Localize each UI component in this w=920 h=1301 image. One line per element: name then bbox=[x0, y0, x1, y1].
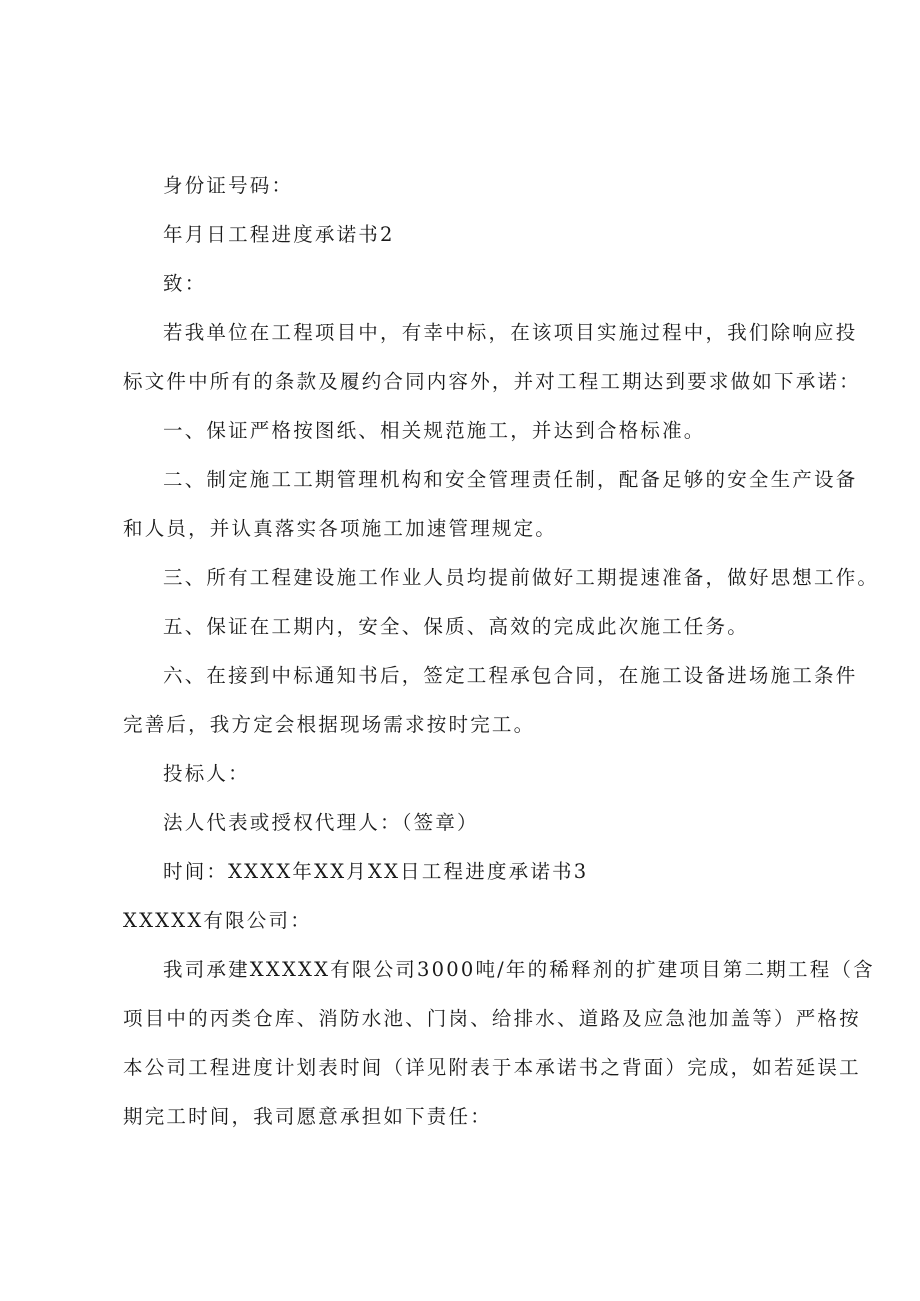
project-paragraph-line-2: 项目中的丙类仓库、消防水池、门岗、给排水、道路及应急池加盖等）严格按 bbox=[123, 1007, 861, 1030]
id-number-label: 身份证号码： bbox=[163, 174, 294, 197]
company-addressee: XXXXX有限公司： bbox=[123, 909, 312, 932]
salutation: 致： bbox=[163, 272, 207, 295]
project-paragraph-line-1: 我司承建XXXXX有限公司3000吨/年的稀释剂的扩建项目第二期工程（含 bbox=[163, 958, 875, 981]
commitment-item-1: 一、保证严格按图纸、相关规范施工，并达到合格标准。 bbox=[163, 419, 706, 442]
legal-rep-signature-label: 法人代表或授权代理人：（签章） bbox=[163, 811, 479, 834]
commitment-item-2-line-1: 二、制定施工工期管理机构和安全管理责任制，配备足够的安全生产设备 bbox=[163, 468, 858, 491]
commitment-item-3: 三、所有工程建设施工作业人员均提前做好工期提速准备，做好思想工作。 bbox=[163, 566, 880, 589]
paragraph-intro-line-1: 若我单位在工程项目中，有幸中标，在该项目实施过程中，我们除响应投 bbox=[163, 321, 858, 344]
commitment-item-6-line-2: 完善后，我方定会根据现场需求按时完工。 bbox=[123, 713, 536, 736]
commitment-title-2: 年月日工程进度承诺书2 bbox=[163, 223, 395, 246]
project-paragraph-line-3: 本公司工程进度计划表时间（详见附表于本承诺书之背面）完成，如若延误工 bbox=[123, 1056, 861, 1079]
bidder-label: 投标人： bbox=[163, 762, 250, 785]
paragraph-intro-line-2: 标文件中所有的条款及履约合同内容外，并对工程工期达到要求做如下承诺： bbox=[123, 370, 861, 393]
commitment-item-5: 五、保证在工期内，安全、保质、高效的完成此次施工任务。 bbox=[163, 615, 749, 638]
commitment-item-6-line-1: 六、在接到中标通知书后，签定工程承包合同，在施工设备进场施工条件 bbox=[163, 664, 858, 687]
project-paragraph-line-4: 期完工时间，我司愿意承担如下责任： bbox=[123, 1105, 492, 1128]
commitment-item-2-line-2: 和人员，并认真落实各项施工加速管理规定。 bbox=[123, 517, 558, 540]
date-and-title-3: 时间：XXXX年XX月XX日工程进度承诺书3 bbox=[163, 860, 589, 883]
